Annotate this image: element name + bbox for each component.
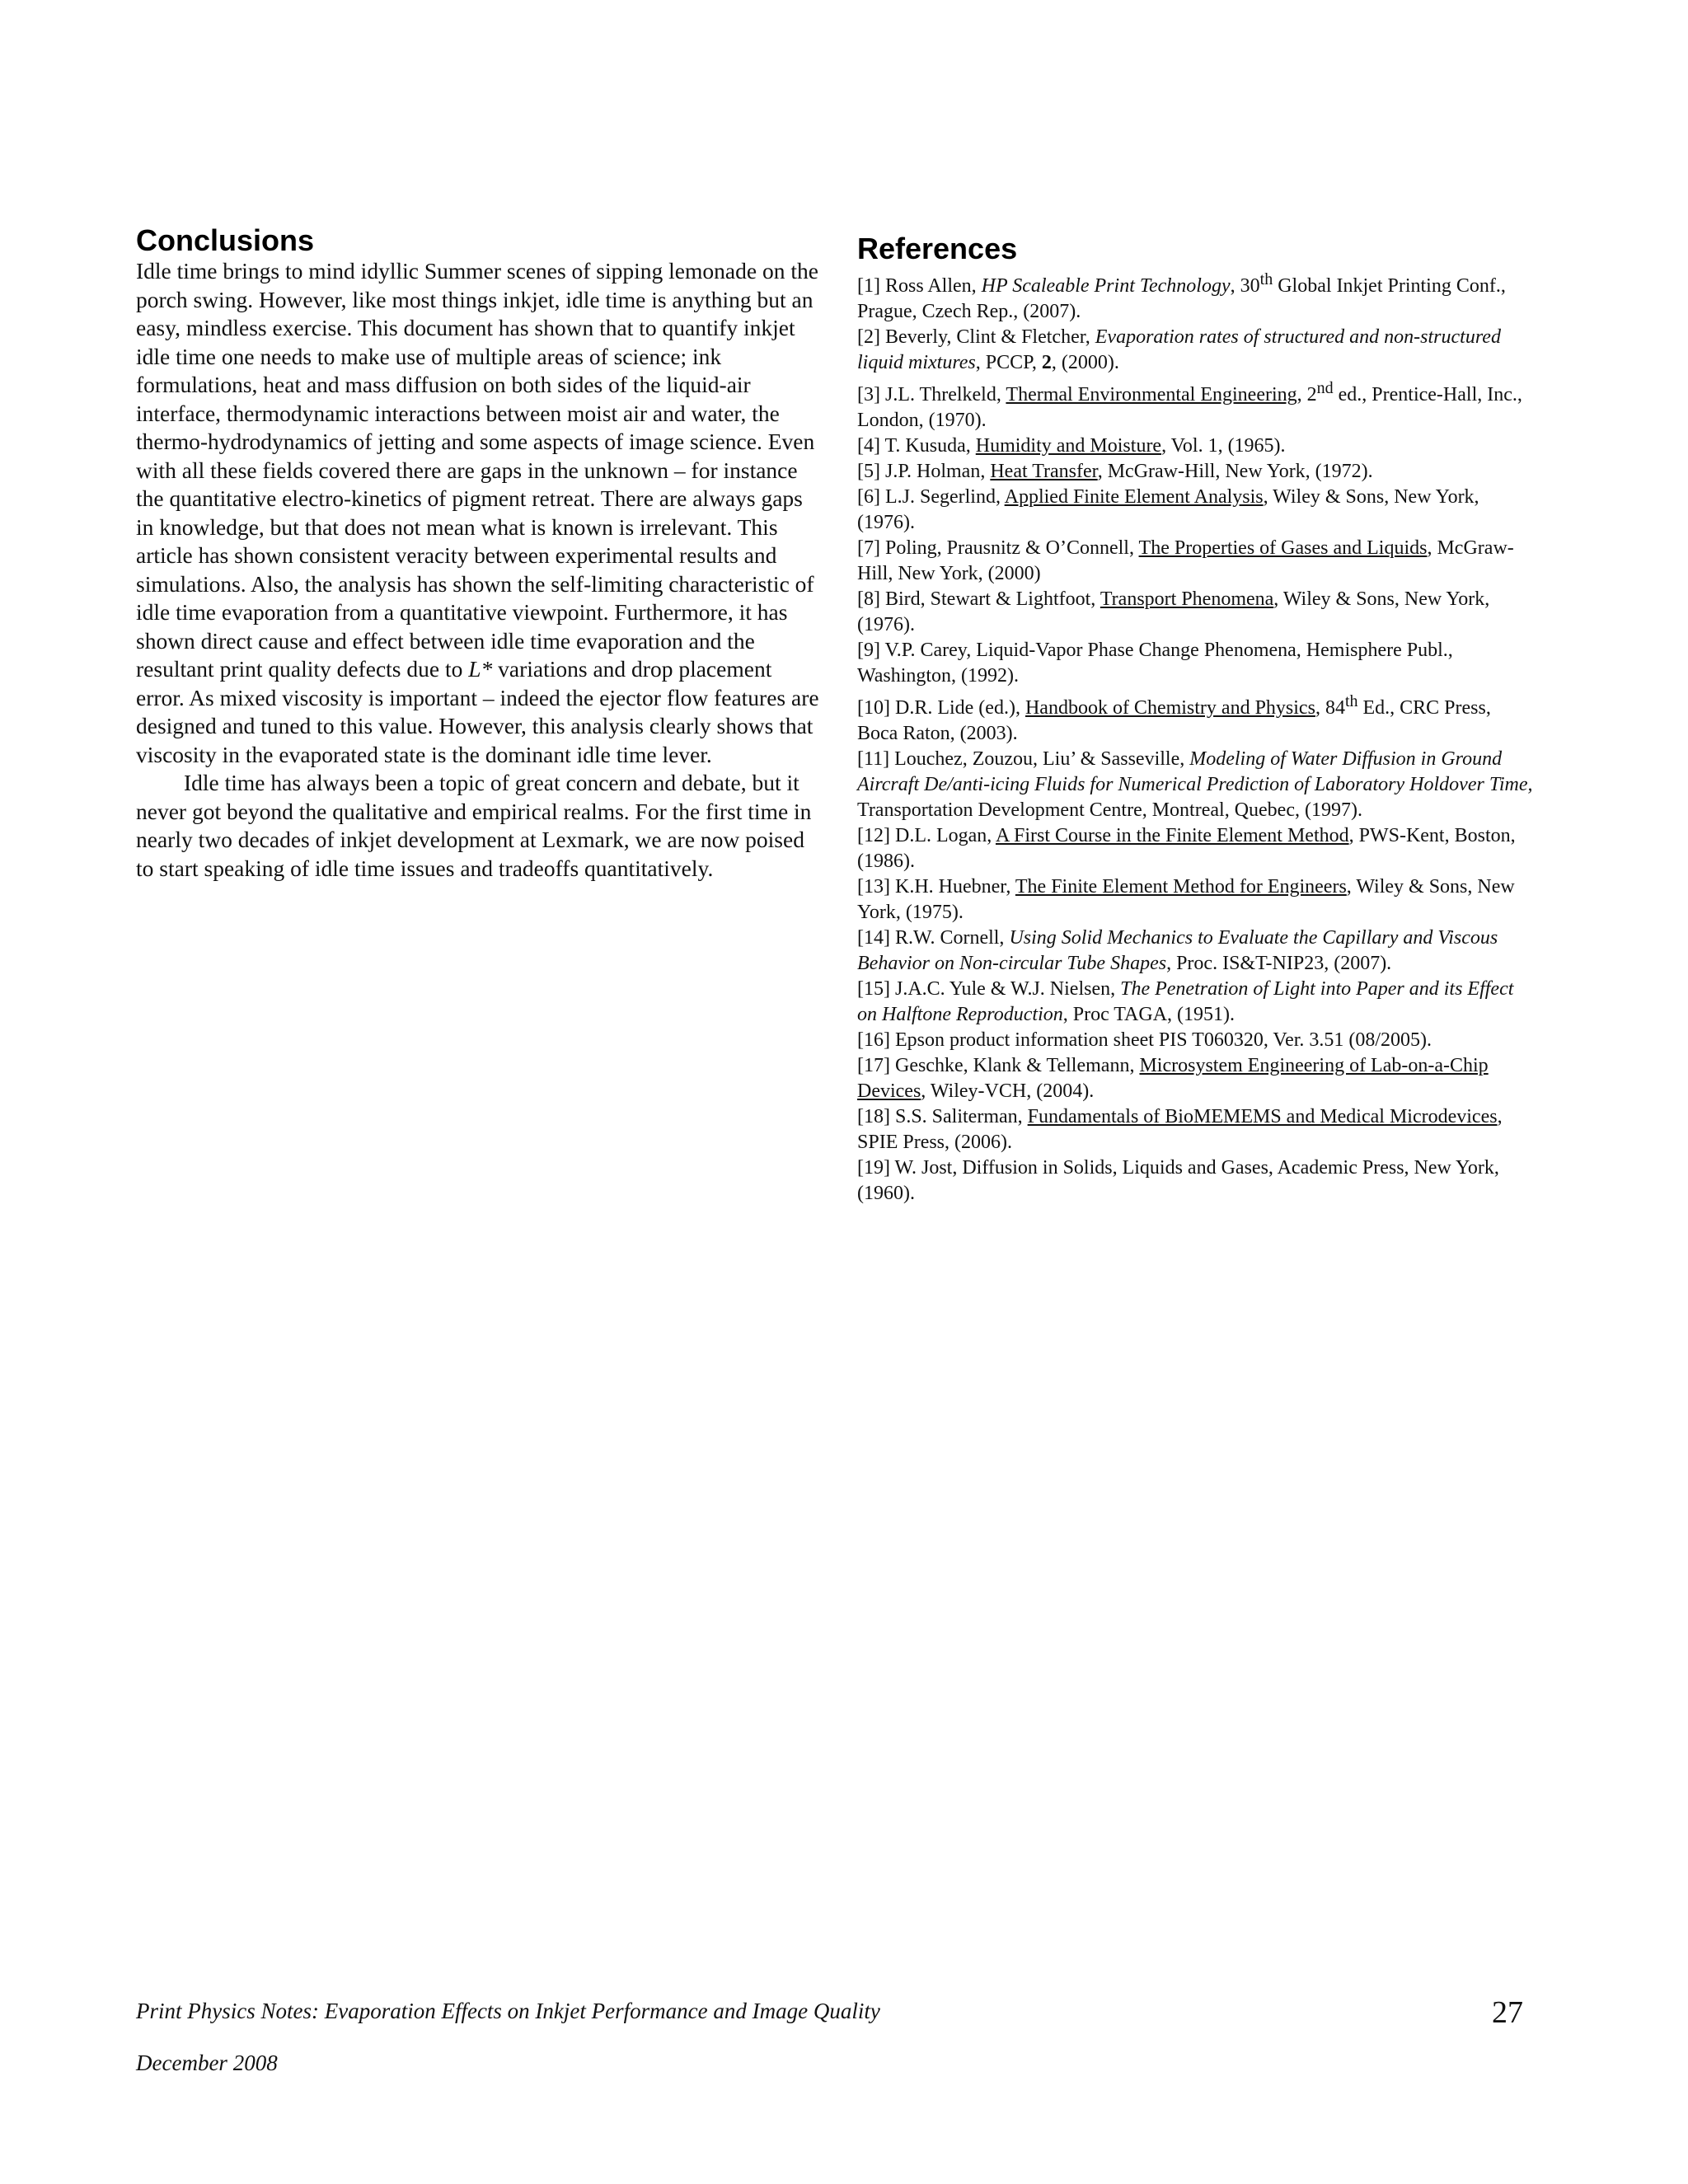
reference-item: [11] Louchez, Zouzou, Liu’ & Sasseville, Modeling of Water Diffusion in Ground Aircraft De/anti-icing Fluids for Numerical Prediction of Laboratory Holdover Time, Transportation Development Centre, Montreal, Quebec, (1997). <box>857 748 1533 821</box>
reference-item: [5] J.P. Holman, Heat Transfer, McGraw-Hill, New York, (1972). <box>857 461 1373 482</box>
reference-item: [16] Epson product information sheet PIS T060320, Ver. 3.51 (08/2005). <box>857 1029 1432 1051</box>
reference-item: [8] Bird, Stewart & Lightfoot, Transport Phenomena, Wiley & Sons, New York, (1976). <box>857 588 1490 635</box>
reference-item: [6] L.J. Segerlind, Applied Finite Element Analysis, Wiley & Sons, New York, (1976). <box>857 486 1479 533</box>
conclusions-paragraph-1 <box>136 257 820 769</box>
footer-document-title: Print Physics Notes: Evaporation Effects on Inkjet Performance and Image Quality <box>136 1999 880 2023</box>
page-number: 27 <box>1492 1995 1523 2030</box>
reference-item: [4] T. Kusuda, Humidity and Moisture, Vol. 1, (1965). <box>857 435 1286 457</box>
footer-date: December 2008 <box>136 2050 278 2075</box>
reference-item: [10] D.R. Lide (ed.), Handbook of Chemistry and Physics, 84th Ed., CRC Press, Boca Raton, (2003). <box>857 692 1491 744</box>
reference-item: [14] R.W. Cornell, Using Solid Mechanics to Evaluate the Capillary and Viscous Behavior on Non-circular Tube Shapes, Proc. IS&T-NIP23, (2007). <box>857 927 1498 974</box>
conclusions-text-a: Idle time brings to mind idyllic Summer scenes of sipping lemonade on the porch swing. However, like most things inkjet, idle time is anything but an easy, mindless exercise. This document has shown that to quantify inkjet idle time one needs to make use of multiple areas of science; ink formulations, heat and mass diffusion on both sides of the liquid-air interface, thermodynamic interactions between moist air and water, the thermo-hydrodynamics of jetting and some aspects of image science. Even with all these fields covered there are gaps in the unknown – for instance the quantitative electro-kinetics of pigment retreat. There are always gaps in knowledge, but that does not mean what is known is irrelevant. This article has shown consistent veracity between experimental results and simulations. Also, the analysis has shown the self-limiting characteristic of idle time evaporation from a quantitative viewpoint. Furthermore, it has shown direct cause and effect between idle time evaporation and the resultant print quality defects due to <box>136 258 818 682</box>
reference-item: [18] S.S. Saliterman, Fundamentals of BioMEMEMS and Medical Microdevices, SPIE Press, (2006). <box>857 1106 1503 1153</box>
lstar-symbol: L* <box>468 656 493 682</box>
references-heading: References <box>857 232 1018 265</box>
reference-item: [1] Ross Allen, HP Scaleable Print Technology, 30th Global Inkjet Printing Conf., Prague, Czech Rep., (2007). <box>857 270 1506 322</box>
conclusions-heading: Conclusions <box>136 223 315 257</box>
conclusions-paragraph-2: Idle time has always been a topic of great concern and debate, but it never got beyond the qualitative and empirical realms. For the first time in nearly two decades of inkjet development at Lexmark, we are now poised to start speaking of idle time issues and tradeoffs quantitatively. <box>136 770 812 881</box>
reference-item: [7] Poling, Prausnitz & O’Connell, The Properties of Gases and Liquids, McGraw-Hill, New York, (2000) <box>857 537 1514 584</box>
conclusions-body <box>136 257 820 883</box>
conclusions-text-b: variations and drop placement error. As mixed viscosity is important – indeed the ejector flow features are designed and tuned to this value. However, this analysis clearly shows that viscosity in the evaporated state is the dominant idle time lever. <box>136 656 819 767</box>
reference-item: [13] K.H. Huebner, The Finite Element Method for Engineers, Wiley & Sons, New York, (1975). <box>857 876 1515 923</box>
reference-item: [3] J.L. Threlkeld, Thermal Environmental Engineering, 2nd ed., Prentice-Hall, Inc., London, (1970). <box>857 379 1522 431</box>
reference-item: [2] Beverly, Clint & Fletcher, Evaporation rates of structured and non-structured liquid mixtures, PCCP, 2, (2000). <box>857 326 1501 373</box>
reference-item: [19] W. Jost, Diffusion in Solids, Liquids and Gases, Academic Press, New York, (1960). <box>857 1157 1499 1204</box>
reference-item: [12] D.L. Logan, A First Course in the Finite Element Method, PWS-Kent, Boston, (1986). <box>857 825 1516 872</box>
reference-item: [9] V.P. Carey, Liquid-Vapor Phase Change Phenomena, Hemisphere Publ., Washington, (1992). <box>857 640 1453 687</box>
references-list <box>857 267 1533 1207</box>
references-section <box>857 232 1533 1207</box>
reference-item: [15] J.A.C. Yule & W.J. Nielsen, The Penetration of Light into Paper and its Effect on Halftone Reproduction, Proc TAGA, (1951). <box>857 978 1514 1025</box>
reference-item: [17] Geschke, Klank & Tellemann, Microsystem Engineering of Lab-on-a-Chip Devices, Wiley-VCH, (2004). <box>857 1055 1489 1102</box>
conclusions-section <box>136 224 820 883</box>
